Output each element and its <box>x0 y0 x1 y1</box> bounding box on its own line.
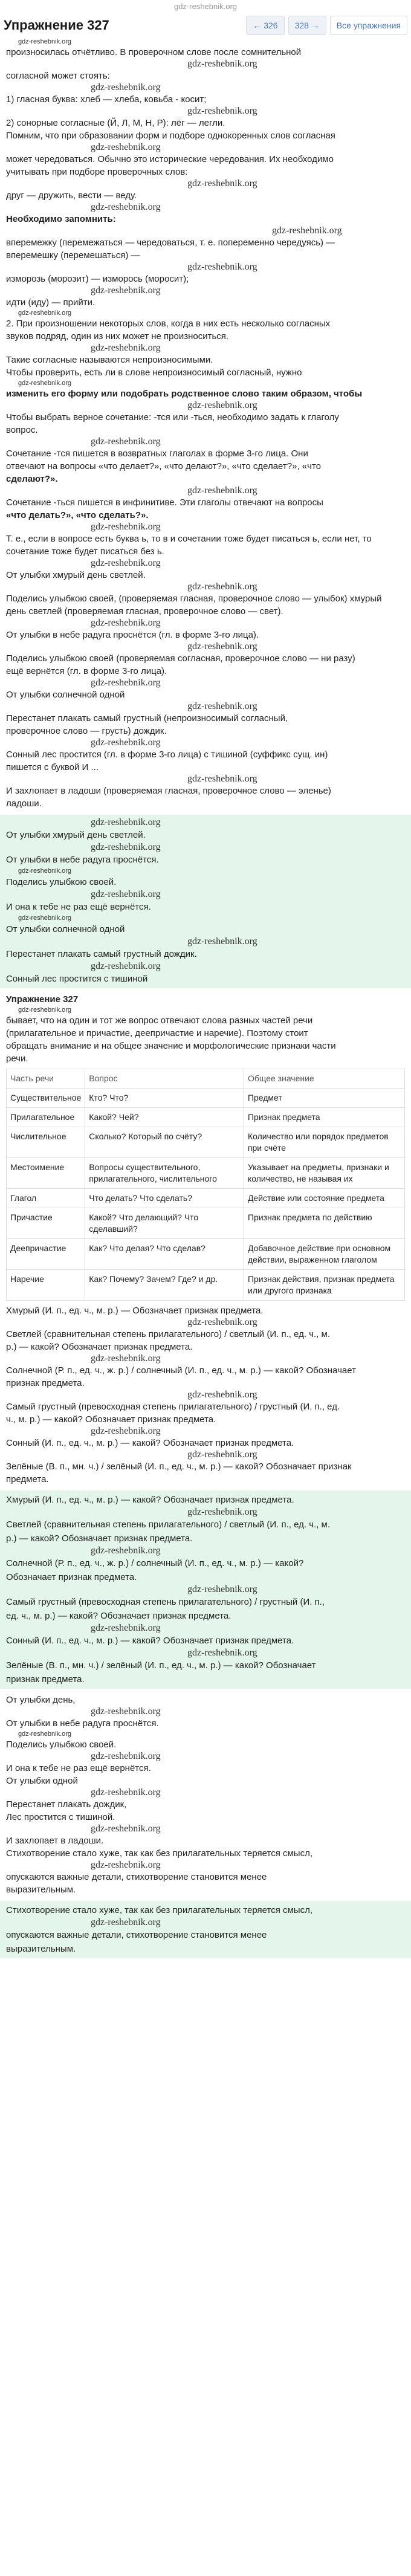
watermark: gdz-reshebnik.org <box>187 936 257 947</box>
watermark: gdz-reshebnik.org <box>91 202 161 212</box>
watermark: gdz-reshebnik.org <box>18 380 72 387</box>
watermark: gdz-reshebnik.org <box>187 641 257 652</box>
table-cell: Признак предмета <box>244 1108 404 1127</box>
answer-line: р.) — какой? Обозначает признак предмета. <box>6 1533 193 1544</box>
watermark: gdz-reshebnik.org <box>18 1006 72 1014</box>
table-cell: Деепричастие <box>7 1239 85 1270</box>
watermark: gdz-reshebnik.org <box>91 678 161 688</box>
poem-line: От улыбки хмурый день светлей. <box>6 830 146 840</box>
text-line: И захлопает в ладоши (проверяемая гласная, проверочное слово — эленье) <box>6 786 331 796</box>
text-line: идти (иду) — прийти. <box>6 297 95 308</box>
answer-line: опускаются важные детали, стихотворение становится менее <box>6 1930 267 1940</box>
watermark: gdz-reshebnik.org <box>91 1623 161 1633</box>
text-line: Светлей (сравнительная степень прилагательного) / светлый (И. п., ед. ч., м. <box>6 1329 330 1339</box>
watermark: gdz-reshebnik.org <box>187 581 257 592</box>
answer-line: Самый грустный (превосходная степень прилагательного) / грустный (И. п., <box>6 1597 325 1607</box>
table-cell: Какой? Что делающий? Что сделавший? <box>85 1208 244 1239</box>
watermark: gdz-reshebnik.org <box>91 436 161 447</box>
watermark: gdz-reshebnik.org <box>18 1730 72 1738</box>
text-line: Перестанет плакать самый грустный (непроизносимый согласный, <box>6 713 288 723</box>
poem-line: Перестанет плакать самый грустный дождик. <box>6 949 197 959</box>
table-cell: Что делать? Что сделать? <box>85 1189 244 1208</box>
exercise-title: Упражнение 327 <box>4 18 109 33</box>
table-cell: Признак действия, признак предмета или другого признака <box>244 1270 404 1301</box>
table-row <box>7 1189 405 1208</box>
text-line: ладоши. <box>6 798 42 809</box>
answer-block-1 <box>0 815 411 988</box>
watermark: gdz-reshebnik.org <box>91 1787 161 1798</box>
text-line: (прилагательное и причастие, деепричастие и наречие). Поэтому стоит <box>6 1028 308 1038</box>
next-exercise-button[interactable]: 328 → <box>288 16 326 35</box>
text-line: р.) — какой? Обозначает признак предмета. <box>6 1342 193 1352</box>
answer-line: ед. ч., м. р.) — какой? Обозначает признак предмета. <box>6 1611 231 1621</box>
watermark: gdz-reshebnik.org <box>18 914 72 922</box>
poem-line: Поделись улыбкою своей. <box>6 877 117 887</box>
answer-line: Сонный (И. п., ед. ч., м. р.) — какой? Обозначает признак предмета. <box>6 1636 294 1646</box>
text-line: От улыбки хмурый день светлей. <box>6 570 146 580</box>
table-cell: Числительное <box>7 1127 85 1158</box>
text-line: речи. <box>6 1053 28 1064</box>
watermark: gdz-reshebnik.org <box>187 59 257 69</box>
watermark: gdz-reshebnik.org <box>187 106 257 116</box>
watermark: gdz-reshebnik.org <box>91 1824 161 1834</box>
table-row <box>7 1208 405 1239</box>
table-cell: Добавочное действие при основном действии, выраженном глаголом <box>244 1239 404 1270</box>
answer-line: Солнечной (Р. п., ед. ч., ж. р.) / солнечный (И. п., ед. ч., м. р.) — какой? <box>6 1558 304 1568</box>
watermark: gdz-reshebnik.org <box>187 485 257 496</box>
watermark: gdz-reshebnik.org <box>91 343 161 353</box>
text-line: изморозь (морозит) — изморось (моросит); <box>6 274 189 284</box>
poem-line: И она к тебе не раз ещё вернётся. <box>6 1763 151 1773</box>
poem-line: И она к тебе не раз ещё вернётся. <box>6 902 151 912</box>
section-title: Упражнение 327 <box>6 994 79 1005</box>
text-line: Помним, что при образовании форм и подборе однокоренных слов согласная <box>6 131 335 141</box>
text-line: Сонный (И. п., ед. ч., м. р.) — какой? Обозначает признак предмета. <box>6 1438 294 1448</box>
watermark: gdz-reshebnik.org <box>187 1507 257 1517</box>
text-line: проверочное слово — грусть) дождик. <box>6 726 167 736</box>
table-cell: Как? Почему? Зачем? Где? и др. <box>85 1270 244 1301</box>
table-header: Вопрос <box>85 1069 244 1089</box>
poem-line: От улыбки одной <box>6 1776 78 1786</box>
text-line: Сочетание -тся пишется в возвратных глаголах в форме 3-го лица. Они <box>6 448 308 459</box>
text-line: согласной может стоять: <box>6 71 110 81</box>
text-line: «что делать?», «что сделать?». <box>6 510 149 520</box>
text-line: отвечают на вопросы «что делает?», «что делают?», «что сделает?», «что <box>6 461 321 471</box>
poem-line: Поделись улыбкою своей. <box>6 1739 117 1750</box>
watermark: gdz-reshebnik.org <box>91 522 161 532</box>
table-cell: Глагол <box>7 1189 85 1208</box>
text-line: Поделись улыбкою своей (проверяемая согласная, проверочное слово — ни разу) <box>6 653 355 664</box>
table-cell: Какой? Чей? <box>85 1108 244 1127</box>
answer-block-2 <box>0 1490 411 1689</box>
table-header-row <box>7 1069 405 1089</box>
table-row <box>7 1127 405 1158</box>
watermark: gdz-reshebnik.org <box>187 1449 257 1460</box>
text-line: звуков подряд, один из них может не произноситься. <box>6 331 229 341</box>
poem-line: От улыбки в небе радуга проснётся. <box>6 1718 159 1729</box>
text-line: От улыбки в небе радуга проснётся (гл. в форме 3-го лица). <box>6 630 259 640</box>
table-cell: Кто? Что? <box>85 1089 244 1108</box>
text-line: выразительным. <box>6 1885 76 1895</box>
exercise-content <box>0 37 411 810</box>
table-cell: Указывает на предметы, признаки и количество, не называя их <box>244 1158 404 1189</box>
watermark: gdz-reshebnik.org <box>187 701 257 711</box>
table-header: Часть речи <box>7 1069 85 1089</box>
poem-line: И захлопает в ладоши. <box>6 1836 104 1846</box>
text-line: бывает, что на один и тот же вопрос отвечают слова разных частей речи <box>6 1015 313 1026</box>
answer-line: Зелёные (В. п., мн. ч.) / зелёный (И. п., ед. ч., м. р.) — какой? Обозначает <box>6 1660 316 1671</box>
text-line: Хмурый (И. п., ед. ч., м. р.) — Обозначает признак предмета. <box>6 1306 264 1316</box>
text-line: изменить его форму или подобрать родственное слово таким образом, чтобы <box>6 389 363 399</box>
watermark: gdz-reshebnik.org <box>91 558 161 568</box>
table-cell: Сколько? Который по счёту? <box>85 1127 244 1158</box>
watermark: gdz-reshebnik.org <box>91 737 161 748</box>
watermark: gdz-reshebnik.org <box>91 1426 161 1436</box>
table-cell: Существительное <box>7 1089 85 1108</box>
text-line: Чтобы проверить, есть ли в слове непроизносимый согласный, нужно <box>6 367 302 378</box>
poem-line: От улыбки в небе радуга проснётся. <box>6 855 159 865</box>
watermark: gdz-reshebnik.org <box>18 309 72 317</box>
text-line: 1) гласная буква: хлеб — хлеба, ковьба - косит; <box>6 94 207 105</box>
text-line: предмета. <box>6 1474 49 1484</box>
text-line: 2) сонорные согласные (Й, Л, М, Н, Р): лёг — легли. <box>6 118 225 128</box>
watermark: gdz-reshebnik.org <box>187 178 257 189</box>
watermark: gdz-reshebnik.org <box>187 774 257 784</box>
text-line: сделают?». <box>6 474 58 484</box>
text-line: вперемешку (перемешаться) — <box>6 250 140 261</box>
poem-line: Сонный лес простится с тишиной <box>6 974 148 984</box>
watermark: gdz-reshebnik.org <box>91 618 161 628</box>
watermark: gdz-reshebnik.org <box>187 1584 257 1594</box>
text-line: Солнечной (Р. п., ед. ч., ж. р.) / солнечный (И. п., ед. ч., м. р.) — какой? Обозначает <box>6 1365 356 1376</box>
text-line: Поделись улыбкою своей, (проверяемая гласная, проверочное слово — улыбок) хмурый <box>6 594 382 604</box>
answer-line: Обозначает признак предмета. <box>6 1572 137 1582</box>
text-line: вопрос. <box>6 425 38 435</box>
table-cell: Прилагательное <box>7 1108 85 1127</box>
text-line: Т. е., если в вопросе есть буква ь, то в и сочетании тоже будет писаться ь, если нет, то сочетание тоже будет писаться без ь. <box>6 534 372 557</box>
watermark: gdz-reshebnik.org <box>187 1648 257 1658</box>
table-cell: Количество или порядок предметов при счёте <box>244 1127 404 1158</box>
text-line: Зелёные (В. п., мн. ч.) / зелёный (И. п., ед. ч., м. р.) — какой? Обозначает признак <box>6 1461 352 1472</box>
watermark: gdz-reshebnik.org <box>91 961 161 971</box>
text-line: вперемежку (перемежаться — чередоваться, т. е. попеременно чередуясь) — <box>6 238 335 248</box>
text-line: Сочетание -ться пишется в инфинитиве. Эти глаголы отвечают на вопросы <box>6 497 323 508</box>
table-cell: Наречие <box>7 1270 85 1301</box>
table-cell: Признак предмета по действию <box>244 1208 404 1239</box>
watermark: gdz-reshebnik.org <box>91 142 161 152</box>
watermark: gdz-reshebnik.org <box>91 889 161 899</box>
watermark: gdz-reshebnik.org <box>91 842 161 852</box>
text-line: пишется с буквой И ... <box>6 762 99 772</box>
table-header: Общее значение <box>244 1069 404 1089</box>
watermark: gdz-reshebnik.org <box>187 400 257 410</box>
all-exercises-button[interactable]: Все упражнения <box>330 16 407 35</box>
text-line: Необходимо запомнить: <box>6 214 116 224</box>
text-line: Сонный лес простится (гл. в форме 3-го лица) с тишиной (суффикс сущ. ин) <box>6 749 328 760</box>
answer-line: Хмурый (И. п., ед. ч., м. р.) — какой? Обозначает признак предмета. <box>6 1495 294 1505</box>
table-row <box>7 1158 405 1189</box>
text-line: произносилась отчётливо. В проверочном слове после сомнительной <box>6 47 302 57</box>
section-2 <box>0 993 411 1486</box>
answer-line: Стихотворение стало хуже, так как без прилагательных теряется смысл, <box>6 1905 312 1915</box>
watermark: gdz-reshebnik.org <box>91 817 161 827</box>
text-line: учитывать при подборе проверочных слов: <box>6 167 188 177</box>
watermark: gdz-reshebnik.org <box>18 38 72 45</box>
text-line: Такие согласные называются непроизносимыми. <box>6 355 213 365</box>
section-3 <box>0 1694 411 1896</box>
text-line: признак предмета. <box>6 1378 85 1388</box>
watermark: gdz-reshebnik.org <box>187 1390 257 1400</box>
table-cell: Предмет <box>244 1089 404 1108</box>
site-watermark: gdz-reshebnik.org <box>173 2 238 11</box>
watermark: gdz-reshebnik.org <box>91 1545 161 1556</box>
text-line: день светлей (проверяемая гласная, проверочное слово — свет). <box>6 606 283 616</box>
table-cell: Вопросы существительного, прилагательного, числительного <box>85 1158 244 1189</box>
text-line: Стихотворение стало хуже, так как без прилагательных теряется смысл, <box>6 1848 312 1859</box>
table-row <box>7 1108 405 1127</box>
text-line: 2. При произношении некоторых слов, когда в них есть несколько согласных <box>6 319 331 329</box>
parts-of-speech-table <box>6 1069 405 1301</box>
watermark: gdz-reshebnik.org <box>187 1317 257 1327</box>
table-cell: Действие или состояние предмета <box>244 1189 404 1208</box>
table-row <box>7 1239 405 1270</box>
table-row <box>7 1089 405 1108</box>
watermark: gdz-reshebnik.org <box>91 1917 161 1927</box>
table-row <box>7 1270 405 1301</box>
answer-line: выразительным. <box>6 1944 76 1954</box>
watermark: gdz-reshebnik.org <box>187 262 257 272</box>
poem-line: Лес простится с тишиной. <box>6 1812 115 1822</box>
table-cell: Как? Что делая? Что сделав? <box>85 1239 244 1270</box>
watermark: gdz-reshebnik.org <box>272 225 342 236</box>
exercise-header <box>0 13 411 37</box>
poem-line: От улыбки солнечной одной <box>6 924 125 934</box>
watermark: gdz-reshebnik.org <box>91 1860 161 1870</box>
watermark: gdz-reshebnik.org <box>91 285 161 296</box>
text-line: ч., м. р.) — какой? Обозначает признак предмета. <box>6 1414 216 1425</box>
table-cell: Причастие <box>7 1208 85 1239</box>
watermark: gdz-reshebnik.org <box>18 867 72 875</box>
text-line: ещё вернётся (гл. в форме 3-го лица). <box>6 666 167 676</box>
watermark: gdz-reshebnik.org <box>91 1706 161 1717</box>
text-line: друг — дружить, вести — веду. <box>6 190 137 201</box>
text-line: Самый грустный (превосходная степень прилагательного) / грустный (И. п., ед. <box>6 1402 340 1412</box>
answer-block-3 <box>0 1901 411 1958</box>
poem-line: От улыбки день, <box>6 1695 76 1705</box>
answer-line: Светлей (сравнительная степень прилагательного) / светлый (И. п., ед. ч., м. <box>6 1519 330 1530</box>
watermark: gdz-reshebnik.org <box>91 1751 161 1761</box>
text-line: может чередоваться. Обычно это исторические чередования. Их необходимо <box>6 154 334 164</box>
text-line: От улыбки солнечной одной <box>6 690 125 700</box>
text-line: Чтобы выбрать верное сочетание: -тся или -ться, необходимо задать к глаголу <box>6 412 339 422</box>
table-cell: Местоимение <box>7 1158 85 1189</box>
text-line: опускаются важные детали, стихотворение становится менее <box>6 1872 267 1882</box>
answer-line: признак предмета. <box>6 1674 85 1684</box>
poem-line: Перестанет плакать дождик, <box>6 1799 127 1810</box>
prev-exercise-button[interactable]: ← 326 <box>246 16 284 35</box>
text-line: обращать внимание и на общее значение и морфологические признаки части <box>6 1041 336 1051</box>
watermark: gdz-reshebnik.org <box>91 82 161 92</box>
watermark: gdz-reshebnik.org <box>91 1353 161 1364</box>
